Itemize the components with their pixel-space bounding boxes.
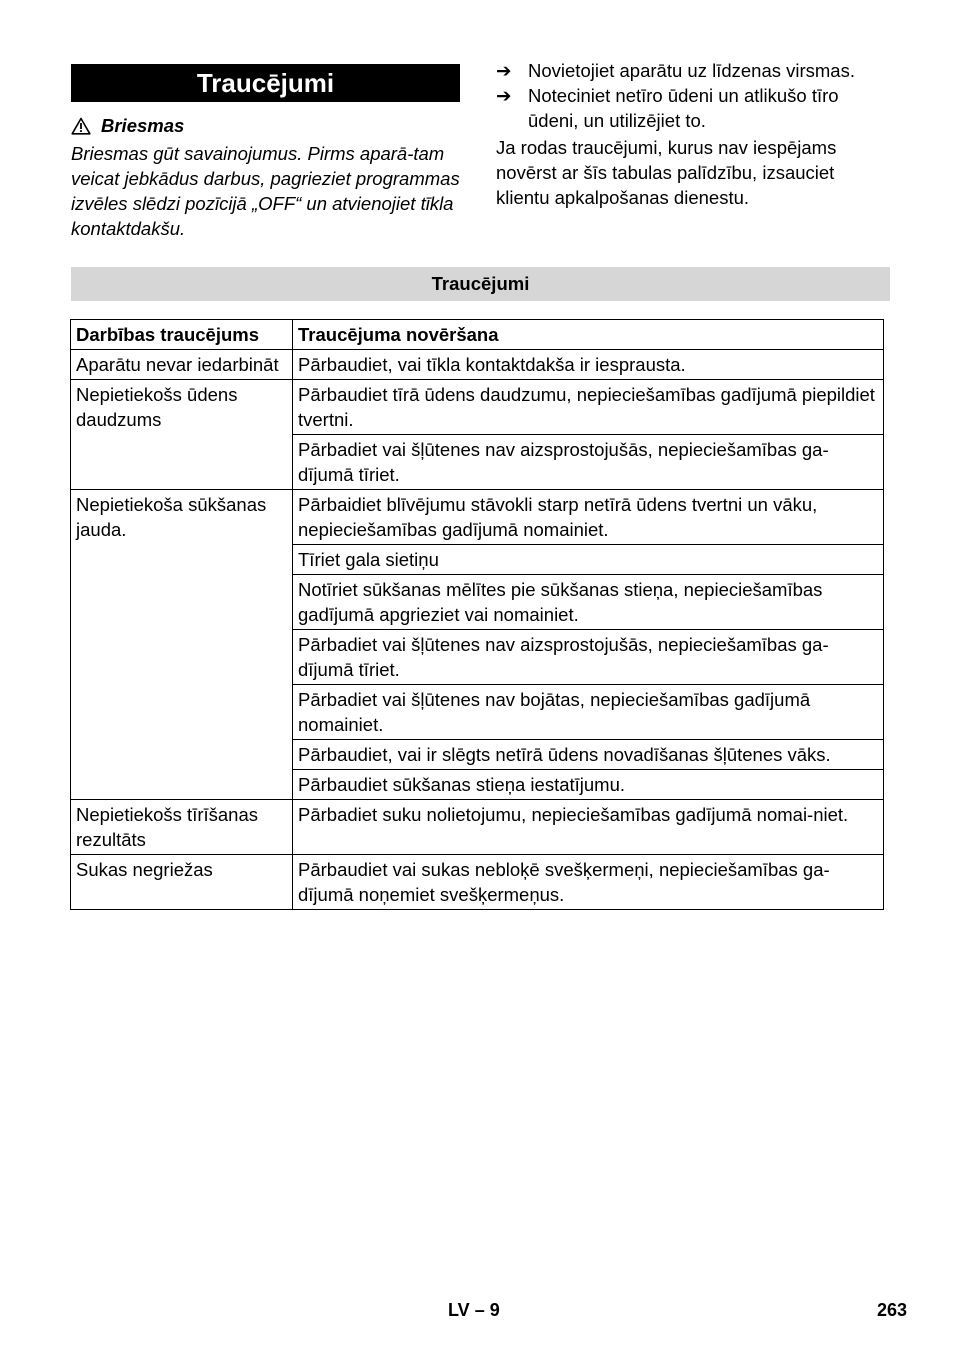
header-fault: Darbības traucējums [71, 320, 293, 350]
left-column [71, 64, 460, 241]
step-item [496, 58, 886, 83]
table-row [71, 380, 884, 435]
table-row [71, 855, 884, 910]
remedy-cell: Pārbaudiet, vai ir slēgts netīrā ūdens novadīšanas šļūtenes vāks. [293, 740, 884, 770]
remedy-cell: Pārbadiet vai šļūtenes nav bojātas, nepieciešamības gadījumā nomainiet. [293, 685, 884, 740]
fault-cell: Nepietiekošs tīrīšanas rezultāts [71, 800, 293, 855]
table-row [71, 350, 884, 380]
fault-cell: Nepietiekoša sūkšanas jauda. [71, 490, 293, 800]
table-caption: Traucējumi [71, 267, 890, 301]
warning-heading [71, 113, 460, 138]
footer-sep: – 9 [474, 1300, 500, 1320]
table-row [71, 490, 884, 545]
step-text: Noteciniet netīro ūdeni un atlikušo tīro ūdeni, un utilizējiet to. [528, 85, 839, 131]
troubleshooting-table [70, 319, 884, 910]
right-column [496, 58, 886, 210]
remedy-cell: Pārbaudiet vai sukas nebloķē svešķermeņi, nepieciešamības ga-dījumā noņemiet svešķermeņus. [293, 855, 884, 910]
step-item [496, 83, 886, 133]
fault-cell: Aparātu nevar iedarbināt [71, 350, 293, 380]
remedy-cell: Pārbadiet vai šļūtenes nav aizsprostojušās, nepieciešamības ga-dījumā tīriet. [293, 435, 884, 490]
step-text: Novietojiet aparātu uz līdzenas virsmas. [528, 60, 855, 81]
footer-section-label [448, 1298, 500, 1323]
remedy-cell: Notīriet sūkšanas mēlītes pie sūkšanas stieņa, nepieciešamības gadījumā apgrieziet vai nomainiet. [293, 575, 884, 630]
warning-text: Briesmas gūt savainojumus. Pirms aparā-tam veicat jebkādus darbus, pagrieziet programmas izvēles slēdzi pozīcijā „OFF“ un atvienojiet tīkla kontaktdakšu. [71, 143, 460, 239]
remedy-cell: Pārbadiet suku nolietojumu, nepieciešamības gadījumā nomai-niet. [293, 800, 884, 855]
page-number: 263 [877, 1300, 908, 1320]
header-remedy: Traucējuma novēršana [293, 320, 884, 350]
table-header-row [71, 320, 884, 350]
arrow-right-icon: ➔ [496, 85, 512, 106]
table-row [71, 800, 884, 855]
remedy-cell: Tīriet gala sietiņu [293, 545, 884, 575]
arrow-right-icon: ➔ [496, 60, 512, 81]
remedy-cell: Pārbaidiet blīvējumu stāvokli starp netīrā ūdens tvertni un vāku, nepieciešamības gadījumā nomainiet. [293, 490, 884, 545]
warning-label: Briesmas [101, 115, 185, 136]
section-title: Traucējumi [71, 64, 460, 102]
service-paragraph: Ja rodas traucējumi, kurus nav iespējams novērst ar šīs tabulas palīdzību, izsauciet klientu apkalpošanas dienestu. [496, 137, 837, 208]
fault-cell: Nepietiekošs ūdens daudzums [71, 380, 293, 490]
remedy-cell: Pārbaudiet sūkšanas stieņa iestatījumu. [293, 770, 884, 800]
footer-lang: LV [448, 1300, 470, 1320]
remedy-cell: Pārbadiet vai šļūtenes nav aizsprostojušās, nepieciešamības ga-dījumā tīriet. [293, 630, 884, 685]
remedy-cell: Pārbaudiet, vai tīkla kontaktdakša ir iesprausta. [293, 350, 884, 380]
remedy-cell: Pārbaudiet tīrā ūdens daudzumu, nepieciešamības gadījumā piepildiet tvertni. [293, 380, 884, 435]
warning-triangle-icon [71, 117, 91, 135]
fault-cell: Sukas negriežas [71, 855, 293, 910]
